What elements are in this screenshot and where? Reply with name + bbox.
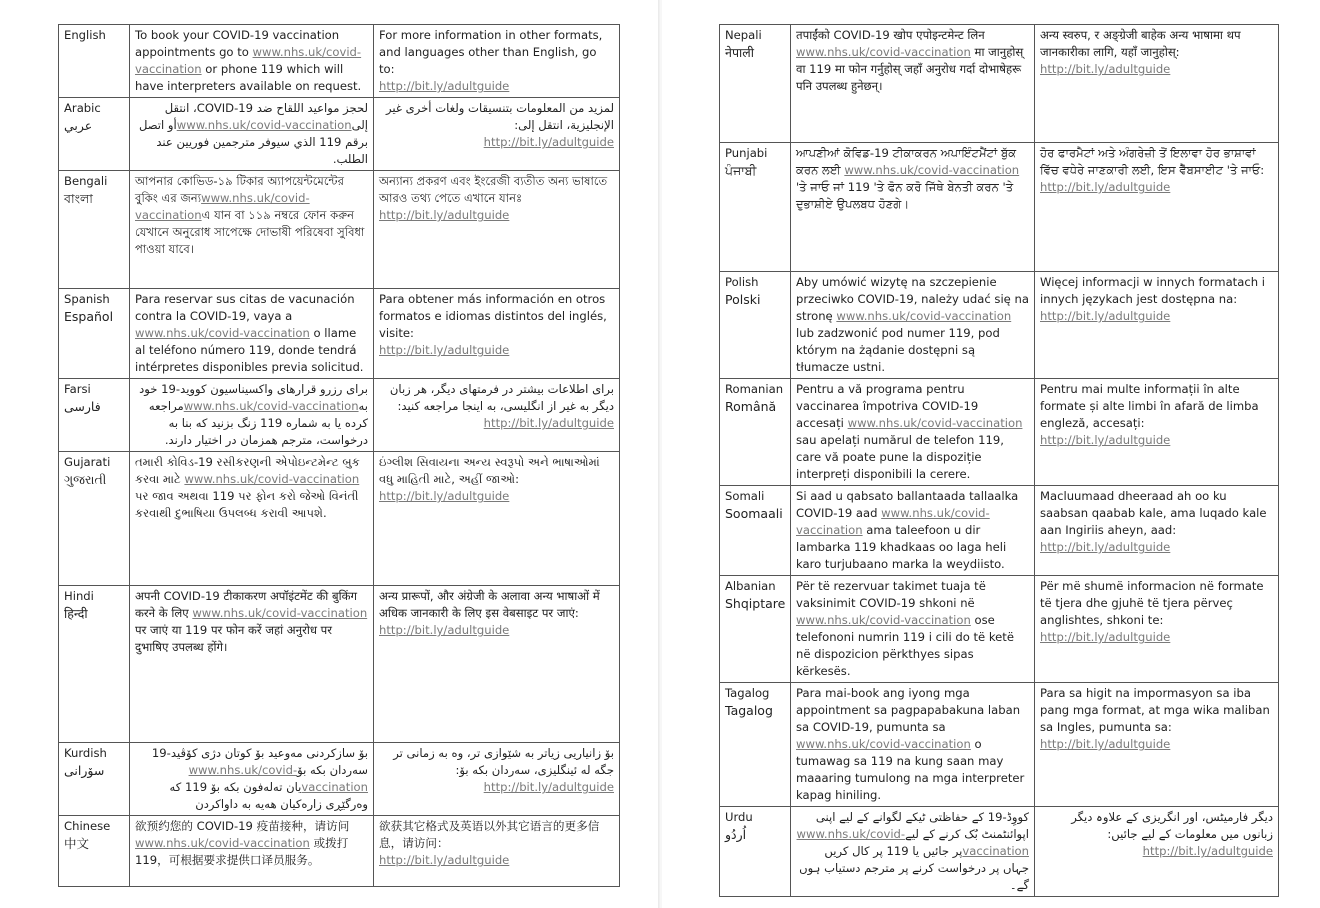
booking-text: अपनी COVID-19 टीकाकरण अपॉइंटमेंट की बुकिंग करने के लिए [135, 589, 358, 620]
language-row-spanish [59, 289, 620, 379]
booking-instructions-cell [130, 452, 374, 586]
more-info-text: 欲获其它格式及英语以外其它语言的更多信息，请访问： [379, 819, 600, 850]
adult-guide-link[interactable]: http://bit.ly/adultguide [1040, 737, 1171, 751]
language-native-name: عربي [64, 118, 93, 133]
booking-text: ਆਪਣੀਆਂ ਕੋਵਿਡ-19 ਟੀਕਾਕਰਨ ਅਪਾਇੰਟਮੈਂਟਾਂ ਬੁੱਕ ਕਰਨ ਲਈ [796, 146, 1017, 177]
language-row-punjabi [720, 143, 1279, 272]
language-name: Chinese [64, 819, 111, 833]
more-info-cell [1035, 683, 1279, 807]
booking-instructions-cell [791, 379, 1035, 486]
language-name-cell [720, 807, 791, 897]
language-name-cell [720, 379, 791, 486]
language-row-nepali [720, 25, 1279, 143]
booking-text: کووِڈ-19 کے حفاظتی ٹیکے لگوانے کے لیے اپنی اپوائنٹمنٹ بُک کرنے کے لیے [815, 810, 1029, 841]
more-info-text: دیگر فارمیٹس، اور انگریزی کے علاوہ دیگر زبانوں میں معلومات کے لیے جائیں: [1071, 810, 1273, 841]
more-info-text: لمزيد من المعلومات بتنسيقات ولغات أخرى غير الإنجليزية، انتقل إلى: [386, 101, 614, 132]
booking-text-continued: یان تەلەفون بکە بۆ 119 کە وەرگێڕی زارەکیان هەیە بە داواکردن [169, 780, 368, 811]
language-row-gujarati [59, 452, 620, 586]
language-native-name: Polski [725, 292, 761, 307]
language-row-english [59, 25, 620, 98]
more-info-cell [374, 171, 620, 289]
more-info-text: Macluumaad dheeraad ah oo ku saabsan qaabab kale, ama luqado kale aan Ingiriis aheyn, aad: [1040, 489, 1267, 537]
language-name: Kurdish [64, 746, 107, 760]
language-name: Bengali [64, 174, 108, 188]
language-native-name: 中文 [64, 836, 90, 851]
language-native-name: বাংলা [64, 191, 93, 206]
language-name-cell [720, 272, 791, 379]
booking-instructions-cell [791, 486, 1035, 576]
booking-text-continued: ama taleefoon u dir lambarka 119 khadkaas oo laga heli karo turjubaano marka la weydiisto. [796, 523, 1007, 571]
language-name: Hindi [64, 589, 94, 603]
language-native-name: Español [64, 309, 114, 324]
booking-instructions-cell [130, 586, 374, 743]
language-native-name: Tagalog [725, 703, 773, 718]
language-name: Romanian [725, 382, 784, 396]
language-row-somali [720, 486, 1279, 576]
nhs-vaccination-link[interactable]: www.nhs.uk/covid-vaccination [796, 613, 971, 627]
more-info-cell [374, 289, 620, 379]
booking-instructions-cell [791, 25, 1035, 143]
booking-text-continued: lub zadzwonić pod numer 119, pod którym na żądanie dostępni są tłumacze ustni. [796, 326, 1000, 374]
nhs-vaccination-link[interactable]: www.nhs.uk/covid-vaccination [796, 737, 971, 751]
booking-text-continued: پر جائیں یا 119 پر کال کریں جہاں پر درخواست کرنے پر مترجم دستیاب ہوں گے۔ [799, 844, 1029, 892]
more-info-text: ਹੋਰ ਫਾਰਮੈਟਾਂ ਅਤੇ ਅੰਗਰੇਜ਼ੀ ਤੋਂ ਇਲਾਵਾ ਹੋਰ ਭਾਸ਼ਾਵਾਂ ਵਿੱਚ ਵਧੇਰੇ ਜਾਣਕਾਰੀ ਲਈ, ਇਸ ਵੈੱਬਸਾਈਟ 'ਤੇ ਜਾਓ: [1040, 146, 1265, 177]
language-native-name: اُردُو [725, 827, 747, 842]
booking-text-continued: এ যান বা ১১৯ নম্বরে ফোন করুন যেখানে অনুরোধ সাপেক্ষে দোভাষী পরিষেবা সুবিধা পাওয়া যাবে। [135, 208, 365, 256]
language-name-cell [720, 576, 791, 683]
adult-guide-link[interactable]: http://bit.ly/adultguide [379, 79, 510, 93]
language-native-name: नेपाली [725, 45, 754, 60]
adult-guide-link[interactable]: http://bit.ly/adultguide [1040, 540, 1171, 554]
more-info-cell [374, 379, 620, 452]
booking-text: 欲预约您的 COVID-19 疫苗接种，请访问 [135, 819, 350, 833]
more-info-cell [374, 743, 620, 816]
booking-text-continued: मा जानुहोस् वा 119 मा फोन गर्नुहोस् जहाँ अनुरोध गर्दा दोभाषेहरू पनि उपलब्ध हुनेछन्। [796, 45, 1024, 93]
language-table-body-left [59, 25, 620, 887]
booking-instructions-cell [130, 816, 374, 887]
adult-guide-link[interactable]: http://bit.ly/adultguide [483, 780, 614, 794]
adult-guide-link[interactable]: http://bit.ly/adultguide [1040, 62, 1171, 76]
more-info-cell [1035, 272, 1279, 379]
adult-guide-link[interactable]: http://bit.ly/adultguide [379, 343, 510, 357]
language-name-cell [720, 486, 791, 576]
booking-instructions-cell [130, 743, 374, 816]
language-name-cell [59, 816, 130, 887]
nhs-vaccination-link[interactable]: www.nhs.uk/covid-vaccination [135, 191, 310, 222]
language-row-farsi [59, 379, 620, 452]
language-row-arabic [59, 98, 620, 171]
adult-guide-link[interactable]: http://bit.ly/adultguide [379, 623, 510, 637]
more-info-cell [1035, 576, 1279, 683]
more-info-text: For more information in other formats, and languages other than English, go to: [379, 28, 603, 76]
language-row-kurdish [59, 743, 620, 816]
nhs-vaccination-link[interactable]: www.nhs.uk/covid-vaccination [847, 416, 1023, 430]
booking-instructions-cell [791, 272, 1035, 379]
nhs-vaccination-link[interactable]: www.nhs.uk/covid-vaccination [796, 506, 990, 537]
more-info-text: অন্যান্য প্রকরণ এবং ইংরেজী ব্যতীত অন্য ভাষাতে আরও তথ্য পেতে এখানে যানঃ [379, 174, 608, 205]
right-page [662, 0, 1320, 908]
language-row-albanian [720, 576, 1279, 683]
booking-instructions-cell [791, 576, 1035, 683]
adult-guide-link[interactable]: http://bit.ly/adultguide [379, 208, 510, 222]
adult-guide-link[interactable]: http://bit.ly/adultguide [1040, 309, 1171, 323]
language-row-romanian [720, 379, 1279, 486]
booking-instructions-cell [130, 289, 374, 379]
more-info-cell [1035, 807, 1279, 897]
booking-text-continued: o tumawag sa 119 na kung saan may maaaring tumulong na mga interpreter kapag hiniling. [796, 737, 1025, 802]
more-info-text: ઇંગ્લીશ સિવાયના અન્ય સ્વરૂપો અને ભાષાઓમાં વધુ માહિતી માટે, અહીં જાઓ: [379, 455, 600, 486]
language-name: Spanish [64, 292, 110, 306]
language-name-cell [59, 379, 130, 452]
language-name: Farsi [64, 382, 91, 396]
booking-text: Pentru a vă programa pentru vaccinarea împotriva COVID-19 accesați [796, 382, 979, 430]
language-name-cell [59, 452, 130, 586]
booking-text: Aby umówić wizytę na szczepienie przeciwko COVID-19, należy udać się na stronę [796, 275, 1029, 323]
nhs-vaccination-link[interactable]: www.nhs.uk/covid-vaccination [836, 309, 1012, 323]
more-info-cell [374, 586, 620, 743]
adult-guide-link[interactable]: http://bit.ly/adultguide [379, 853, 510, 867]
booking-text: Para mai-book ang iyong mga appointment sa pagpapabakuna laban sa COVID-19, pumunta sa [796, 686, 1021, 734]
language-name: Arabic [64, 101, 101, 115]
booking-text: আপনার কোভিড-১৯ টিকার অ্যাপয়েন্টমেন্টের বুকিং এর জন্য [135, 174, 344, 205]
booking-text-continued: مراجعه کرده یا به شماره 119 زنگ بزنید که بنا به درخواست، مترجم همزمان در اختیار دارند. [148, 399, 368, 447]
nhs-vaccination-link[interactable]: www.nhs.uk/covid-vaccination [192, 606, 368, 620]
booking-instructions-cell [791, 683, 1035, 807]
language-table-body-right [720, 25, 1279, 897]
booking-text: بۆ سازکردنی مەوعید بۆ کوتان دژی کۆڤید-19 سەردان بکە بۆ [151, 746, 368, 777]
language-name-cell [720, 25, 791, 143]
nhs-vaccination-link[interactable]: www.nhs.uk/covid-vaccination [183, 399, 359, 413]
more-info-cell [1035, 379, 1279, 486]
booking-instructions-cell [130, 98, 374, 171]
language-name: Polish [725, 275, 759, 289]
more-info-text: بۆ زانیاریی زیاتر بە شێوازی تر، وە بە زمانی تر جگە لە ئینگلیزی، سەردان بکە بۆ: [393, 746, 614, 777]
booking-text: To book your COVID-19 vaccination appointments go to [135, 28, 340, 59]
more-info-text: अन्य प्रारूपों, और अंग्रेजी के अलावा अन्य भाषाओं में अधिक जानकारी के लिए इस वेबसाइट पर जाएं: [379, 589, 600, 620]
language-table-left [58, 24, 620, 887]
language-row-hindi [59, 586, 620, 743]
language-name: Gujarati [64, 455, 111, 469]
more-info-cell [374, 25, 620, 98]
more-info-text: Para sa higit na impormasyon sa iba pang mga format, at mga wika maliban sa Ingles, pumunta sa: [1040, 686, 1270, 734]
language-name-cell [59, 743, 130, 816]
nhs-vaccination-link[interactable]: www.nhs.uk/covid-vaccination [796, 827, 1029, 858]
booking-text: Para reservar sus citas de vacunación contra la COVID-19, vaya a [135, 292, 355, 323]
language-native-name: हिन्दी [64, 606, 88, 621]
language-native-name: Shqiptare [725, 596, 786, 611]
nhs-vaccination-link[interactable]: www.nhs.uk/covid-vaccination [135, 326, 310, 340]
language-name-cell [720, 143, 791, 272]
adult-guide-link[interactable]: http://bit.ly/adultguide [1040, 433, 1171, 447]
adult-guide-link[interactable]: http://bit.ly/adultguide [1040, 180, 1171, 194]
more-info-text: Para obtener más información en otros formatos e idiomas distintos del inglés, visite: [379, 292, 607, 340]
adult-guide-link[interactable]: http://bit.ly/adultguide [379, 489, 510, 503]
language-native-name: سۆرانی [64, 763, 105, 778]
language-name-cell [59, 171, 130, 289]
language-name-cell [59, 289, 130, 379]
booking-text: Për të rezervuar takimet tuaja të vaksinimit COVID-19 shkoni në [796, 579, 986, 610]
nhs-vaccination-link[interactable]: www.nhs.uk/covid-vaccination [135, 836, 310, 850]
language-row-polish [720, 272, 1279, 379]
adult-guide-link[interactable]: http://bit.ly/adultguide [1040, 630, 1171, 644]
booking-text-continued: أو اتصل برقم 119 الذي سيوفر مترجمين فوريين عند الطلب. [138, 118, 368, 166]
adult-guide-link[interactable]: http://bit.ly/adultguide [1142, 844, 1273, 858]
language-name: Albanian [725, 579, 776, 593]
nhs-vaccination-link[interactable]: www.nhs.uk/covid-vaccination [844, 163, 1020, 177]
language-native-name: ਪੰਜਾਬੀ [725, 163, 757, 178]
language-table-right [719, 24, 1279, 897]
language-row-urdu [720, 807, 1279, 897]
adult-guide-link[interactable]: http://bit.ly/adultguide [483, 416, 614, 430]
more-info-text: Pentru mai multe informații în alte formate și alte limbi în afară de limba engleză, accesați: [1040, 382, 1259, 430]
nhs-vaccination-link[interactable]: www.nhs.uk/covid-vaccination [188, 763, 368, 794]
language-name-cell [59, 586, 130, 743]
more-info-cell [374, 452, 620, 586]
booking-text: لحجز مواعيد اللقاح ضد COVID-19، انتقل إلى [164, 101, 368, 132]
language-native-name: Soomaali [725, 506, 783, 521]
language-name: Punjabi [725, 146, 768, 160]
language-name: Urdu [725, 810, 753, 824]
more-info-cell [1035, 486, 1279, 576]
nhs-vaccination-link[interactable]: www.nhs.uk/covid-vaccination [184, 472, 360, 486]
language-name: Tagalog [725, 686, 770, 700]
language-name-cell [720, 683, 791, 807]
booking-text-continued: 或拨打 119，可根据要求提供口译员服务。 [135, 836, 349, 867]
booking-text-continued: પર જાવ અથવા 119 પર ફોન કરો જેઓ વિનંતી કરવાથી દુભાષિયા ઉપલબ્ધ કરાવી આપશે. [135, 489, 359, 520]
more-info-cell [1035, 143, 1279, 272]
language-name-cell [59, 25, 130, 98]
booking-text-continued: ose telefononi numrin 119 i cili do të ketë në dispozicion përkthyes sipas kërkesës. [796, 613, 1014, 678]
language-row-bengali [59, 171, 620, 289]
more-info-text: Więcej informacji w innych formatach i innych językach jest dostępna na: [1040, 275, 1265, 306]
nhs-vaccination-link[interactable]: www.nhs.uk/covid-vaccination [176, 118, 352, 132]
more-info-text: برای اطلاعات بیشتر در فرمتهای دیگر، هر زبان دیگر به غیر از انگلیسی، به اینجا مراجعه کنید: [389, 382, 614, 413]
adult-guide-link[interactable]: http://bit.ly/adultguide [483, 135, 614, 149]
booking-text-continued: पर जाएं या 119 पर फोन करें जहां अनुरोध पर दुभाषिए उपलब्ध होंगे। [135, 623, 332, 654]
booking-text: برای رزرو قرارهای واکسیناسیون کووید-19 خود به [139, 382, 368, 413]
more-info-text: Për më shumë informacion në formate të tjera dhe gjuhë të tjera përveç anglishtes, shkoni te: [1040, 579, 1264, 627]
booking-text: Si aad u qabsato ballantaada tallaalka COVID-19 aad [796, 489, 1019, 520]
nhs-vaccination-link[interactable]: www.nhs.uk/covid-vaccination [796, 45, 971, 59]
booking-instructions-cell [791, 807, 1035, 897]
more-info-text: अन्य स्वरुप, र अङ्ग्रेजी बाहेक अन्य भाषामा थप जानकारीका लागि, यहाँ जानुहोस्: [1040, 28, 1241, 59]
language-name: Nepali [725, 28, 762, 42]
language-name: English [64, 28, 106, 42]
more-info-cell [374, 98, 620, 171]
booking-instructions-cell [130, 379, 374, 452]
booking-text-continued: o llame al teléfono número 119, donde tendrá intérpretes disponibles previa solicitud. [135, 326, 364, 374]
language-native-name: ગુજરાતી [64, 472, 107, 487]
booking-text-continued: sau apelați numărul de telefon 119, care vă poate pune la dispoziție interpreți disponibili la cerere. [796, 433, 1004, 481]
booking-instructions-cell [130, 25, 374, 98]
language-row-tagalog [720, 683, 1279, 807]
language-name-cell [59, 98, 130, 171]
booking-text: તમારી કોવિડ-19 રસીકરણની એપોઇન્ટમેન્ટ બુક કરવા માટે [135, 455, 360, 486]
booking-instructions-cell [791, 143, 1035, 272]
booking-text-continued: or phone 119 which will have interpreters available on request. [135, 62, 362, 93]
language-name: Somali [725, 489, 765, 503]
language-row-chinese [59, 816, 620, 887]
booking-text-continued: 'ਤੇ ਜਾਓ ਜਾਂ 119 'ਤੇ ਫੋਨ ਕਰੋ ਜਿੱਥੇ ਬੇਨਤੀ ਕਰਨ 'ਤੇ ਦੁਭਾਸ਼ੀਏ ਉਪਲਬਧ ਹੋਣਗੇ। [796, 180, 1014, 211]
booking-instructions-cell [130, 171, 374, 289]
more-info-cell [1035, 25, 1279, 143]
more-info-cell [374, 816, 620, 887]
language-native-name: فارسی [64, 399, 101, 414]
booking-text: तपाईंको COVID-19 खोप एपोइन्टमेन्ट लिन [796, 28, 985, 42]
language-native-name: Română [725, 399, 777, 414]
nhs-vaccination-link[interactable]: www.nhs.uk/covid-vaccination [135, 45, 362, 76]
